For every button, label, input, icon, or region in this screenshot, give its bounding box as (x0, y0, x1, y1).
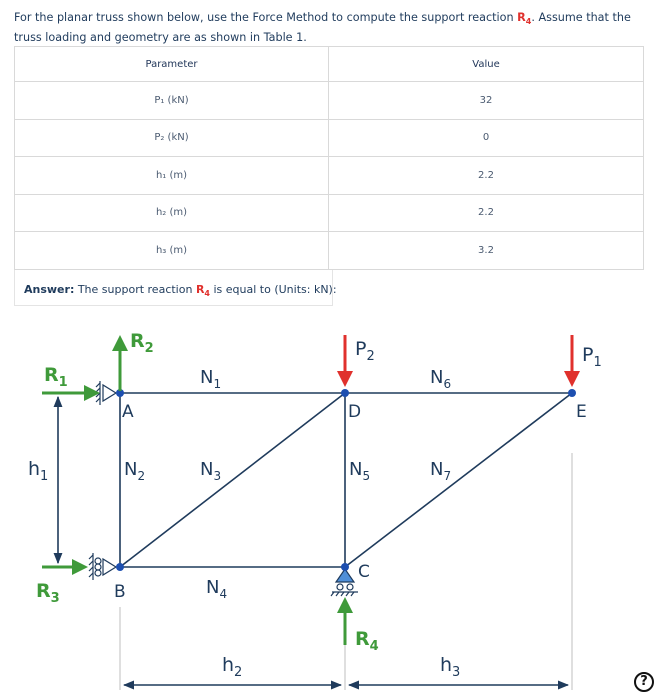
dimension-lines (58, 397, 568, 685)
member-label-n2: $N_2$ (124, 459, 146, 483)
header-parameter: Parameter (15, 47, 329, 82)
dim-label-h3: $h_3$ (440, 654, 461, 680)
node-label-c: C (358, 562, 370, 582)
param-cell: h₁ (m) (15, 157, 329, 195)
param-cell: P₂ (kN) (15, 119, 329, 157)
truss-diagram (0, 315, 669, 700)
node-labels (114, 402, 587, 602)
member-n7 (345, 393, 572, 567)
member-label-n6: $N_6$ (430, 367, 452, 391)
member-n3 (120, 393, 345, 567)
node-label-d: D (348, 402, 362, 422)
node-label-e: E (576, 402, 587, 422)
help-icon[interactable]: ? (634, 672, 654, 692)
reactions (42, 335, 353, 645)
node-label-a: A (122, 402, 134, 422)
truss-members (120, 393, 572, 567)
table-row (15, 194, 644, 232)
member-label-n1: $N_1$ (200, 367, 222, 391)
dim-label-h2: $h_2$ (222, 654, 243, 680)
table-header-row (15, 47, 644, 82)
node-label-b: B (114, 582, 126, 602)
reaction-label-r4: $R_4$ (355, 628, 379, 654)
value-cell: 32 (329, 82, 644, 120)
table-row (15, 157, 644, 195)
node-d-dot (341, 389, 349, 397)
reaction-label-r1: $R_1$ (44, 364, 68, 390)
load-labels (355, 338, 602, 370)
question-text: For the planar truss shown below, use the Force Method to compute the support reaction $R_4$. Assume that the truss loading and geometry are as shown in Table 1. (14, 11, 631, 45)
answer-prompt: Answer: The support reaction $R_4$ is equal to (Units: kN): (24, 283, 337, 299)
value-cell: 0 (329, 119, 644, 157)
table-row (15, 232, 644, 270)
parameter-table (14, 46, 644, 270)
header-value: Value (329, 47, 644, 82)
support-b (89, 553, 116, 580)
load-label-p1: $P_1$ (582, 344, 602, 370)
table-row (15, 82, 644, 120)
value-cell: 2.2 (329, 157, 644, 195)
value-cell: 3.2 (329, 232, 644, 270)
member-labels (124, 367, 451, 601)
value-cell: 2.2 (329, 194, 644, 232)
support-c (331, 569, 358, 596)
reaction-label-r3: $R_3$ (36, 580, 60, 606)
member-label-n7: $N_7$ (430, 459, 452, 483)
truss-nodes (116, 389, 576, 571)
node-e-dot (568, 389, 576, 397)
member-label-n5: $N_5$ (349, 459, 371, 483)
param-cell: h₃ (m) (15, 232, 329, 270)
table-row (15, 119, 644, 157)
node-c-dot (341, 563, 349, 571)
load-label-p2: $P_2$ (355, 338, 375, 364)
member-label-n3: $N_3$ (200, 459, 222, 483)
node-b-dot (116, 563, 124, 571)
param-cell: h₂ (m) (15, 194, 329, 232)
param-cell: P₁ (kN) (15, 82, 329, 120)
reaction-label-r2: $R_2$ (130, 330, 154, 356)
member-label-n4: $N_4$ (206, 577, 228, 601)
dim-label-h1: $h_1$ (28, 458, 49, 484)
